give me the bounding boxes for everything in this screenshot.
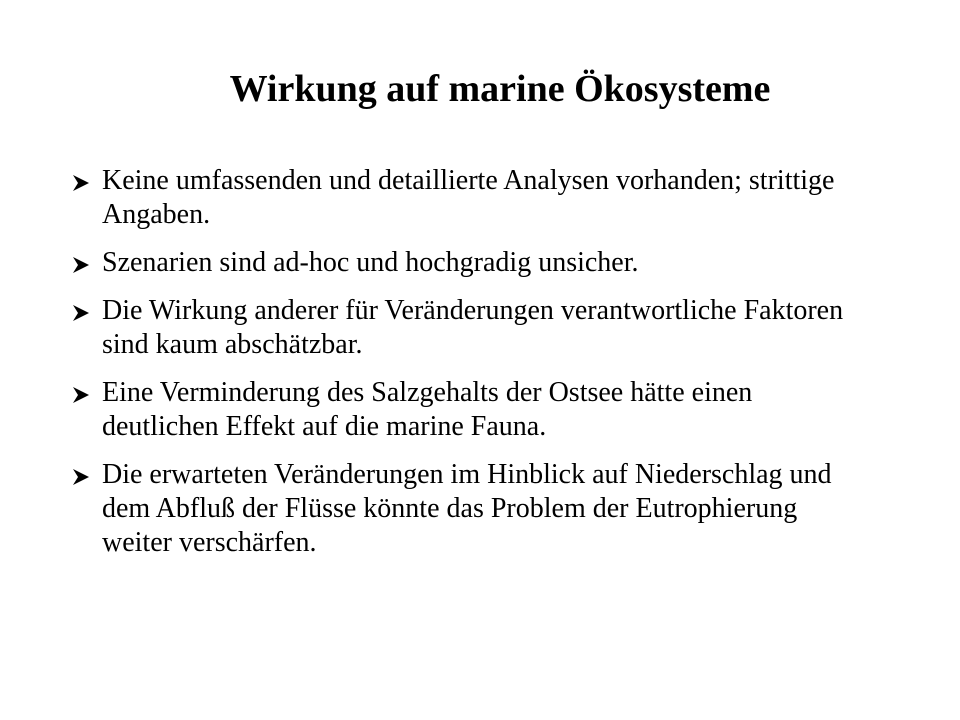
bullet-text: Die Wirkung anderer für Veränderungen verantwortliche Faktoren sind kaum abschätzbar.	[102, 295, 844, 360]
bullet-text: Szenarien sind ad-hoc und hochgradig unsicher.	[102, 247, 639, 278]
bullet-item	[72, 246, 872, 280]
arrowhead-bullet-icon	[72, 386, 90, 404]
bullet-text: Die erwarteten Veränderungen im Hinblick auf Niederschlag und dem Abfluß der Flüsse könnte das Problem der Eutrophierung weiter verschärfen.	[102, 459, 832, 558]
bullet-list	[72, 164, 872, 574]
arrowhead-bullet-icon	[72, 256, 90, 274]
bullet-item	[72, 294, 872, 362]
bullet-item	[72, 164, 872, 232]
arrowhead-bullet-icon	[72, 468, 90, 486]
arrowhead-bullet-icon	[72, 304, 90, 322]
bullet-item	[72, 458, 872, 560]
bullet-text: Eine Verminderung des Salzgehalts der Ostsee hätte einen deutlichen Effekt auf die marine Fauna.	[102, 377, 753, 442]
bullet-item	[72, 376, 872, 444]
slide-title: Wirkung auf marine Ökosysteme	[229, 68, 771, 110]
bullet-text: Keine umfassenden und detaillierte Analysen vorhanden; strittige Angaben.	[102, 165, 835, 230]
arrowhead-bullet-icon	[72, 174, 90, 192]
